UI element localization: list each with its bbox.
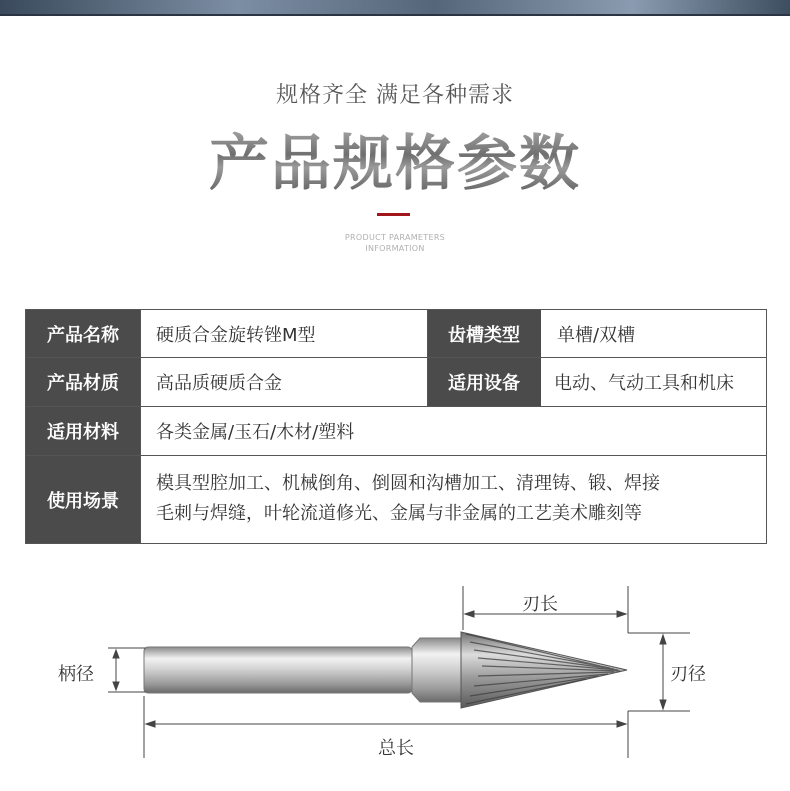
spec-label-material: 产品材质 — [26, 358, 140, 406]
table-divider-2 — [427, 310, 428, 407]
dimension-diagram — [0, 580, 790, 770]
spec-label-flute-type: 齿槽类型 — [427, 310, 541, 357]
spec-label-equipment: 适用设备 — [427, 358, 541, 406]
spec-value-product-name: 硬质合金旋转锉M型 — [156, 324, 316, 346]
spec-table — [25, 309, 767, 544]
use-cases-line-1: 模具型腔加工、机械倒角、倒圆和沟槽加工、清理铸、锻、焊接 — [156, 473, 660, 494]
burr-neck — [412, 638, 461, 702]
spec-row-use-cases — [26, 456, 766, 544]
shank-diameter-label: 柄径 — [58, 664, 94, 685]
spec-label-product-name: 产品名称 — [26, 310, 140, 357]
spec-label-applicable-materials: 适用材料 — [26, 407, 140, 455]
top-banner-strip — [0, 0, 790, 16]
section-subtitle: 规格齐全 满足各种需求 — [276, 83, 514, 108]
table-divider-1 — [140, 310, 141, 543]
total-length-label: 总长 — [378, 738, 414, 759]
spec-label-use-cases: 使用场景 — [26, 456, 140, 543]
spec-row-material — [26, 358, 766, 407]
spec-value-flute-type: 单槽/双槽 — [557, 324, 636, 346]
blade-length-label: 刃长 — [522, 594, 558, 615]
spec-value-material: 高品质硬质合金 — [156, 373, 282, 394]
spec-row-applicable-materials — [26, 407, 766, 456]
blade-diameter-label: 刃径 — [670, 664, 706, 685]
english-subtitle-line-1: PRODUCT PARAMETERS — [344, 233, 446, 242]
english-subtitle-line-2: INFORMATION — [365, 244, 425, 253]
shank — [144, 647, 412, 693]
spec-value-equipment: 电动、气动工具和机床 — [554, 373, 734, 394]
use-cases-line-2: 毛刺与焊缝，叶轮流道修光、金属与非金属的工艺美术雕刻等 — [156, 503, 642, 524]
title-accent-line — [377, 213, 410, 216]
spec-value-use-cases — [140, 456, 766, 543]
spec-row-name — [26, 310, 766, 358]
section-english-subtitle — [0, 232, 790, 254]
section-title: 产品规格参数 — [0, 116, 790, 202]
spec-value-applicable-materials: 各类金属/玉石/木材/塑料 — [156, 422, 355, 443]
